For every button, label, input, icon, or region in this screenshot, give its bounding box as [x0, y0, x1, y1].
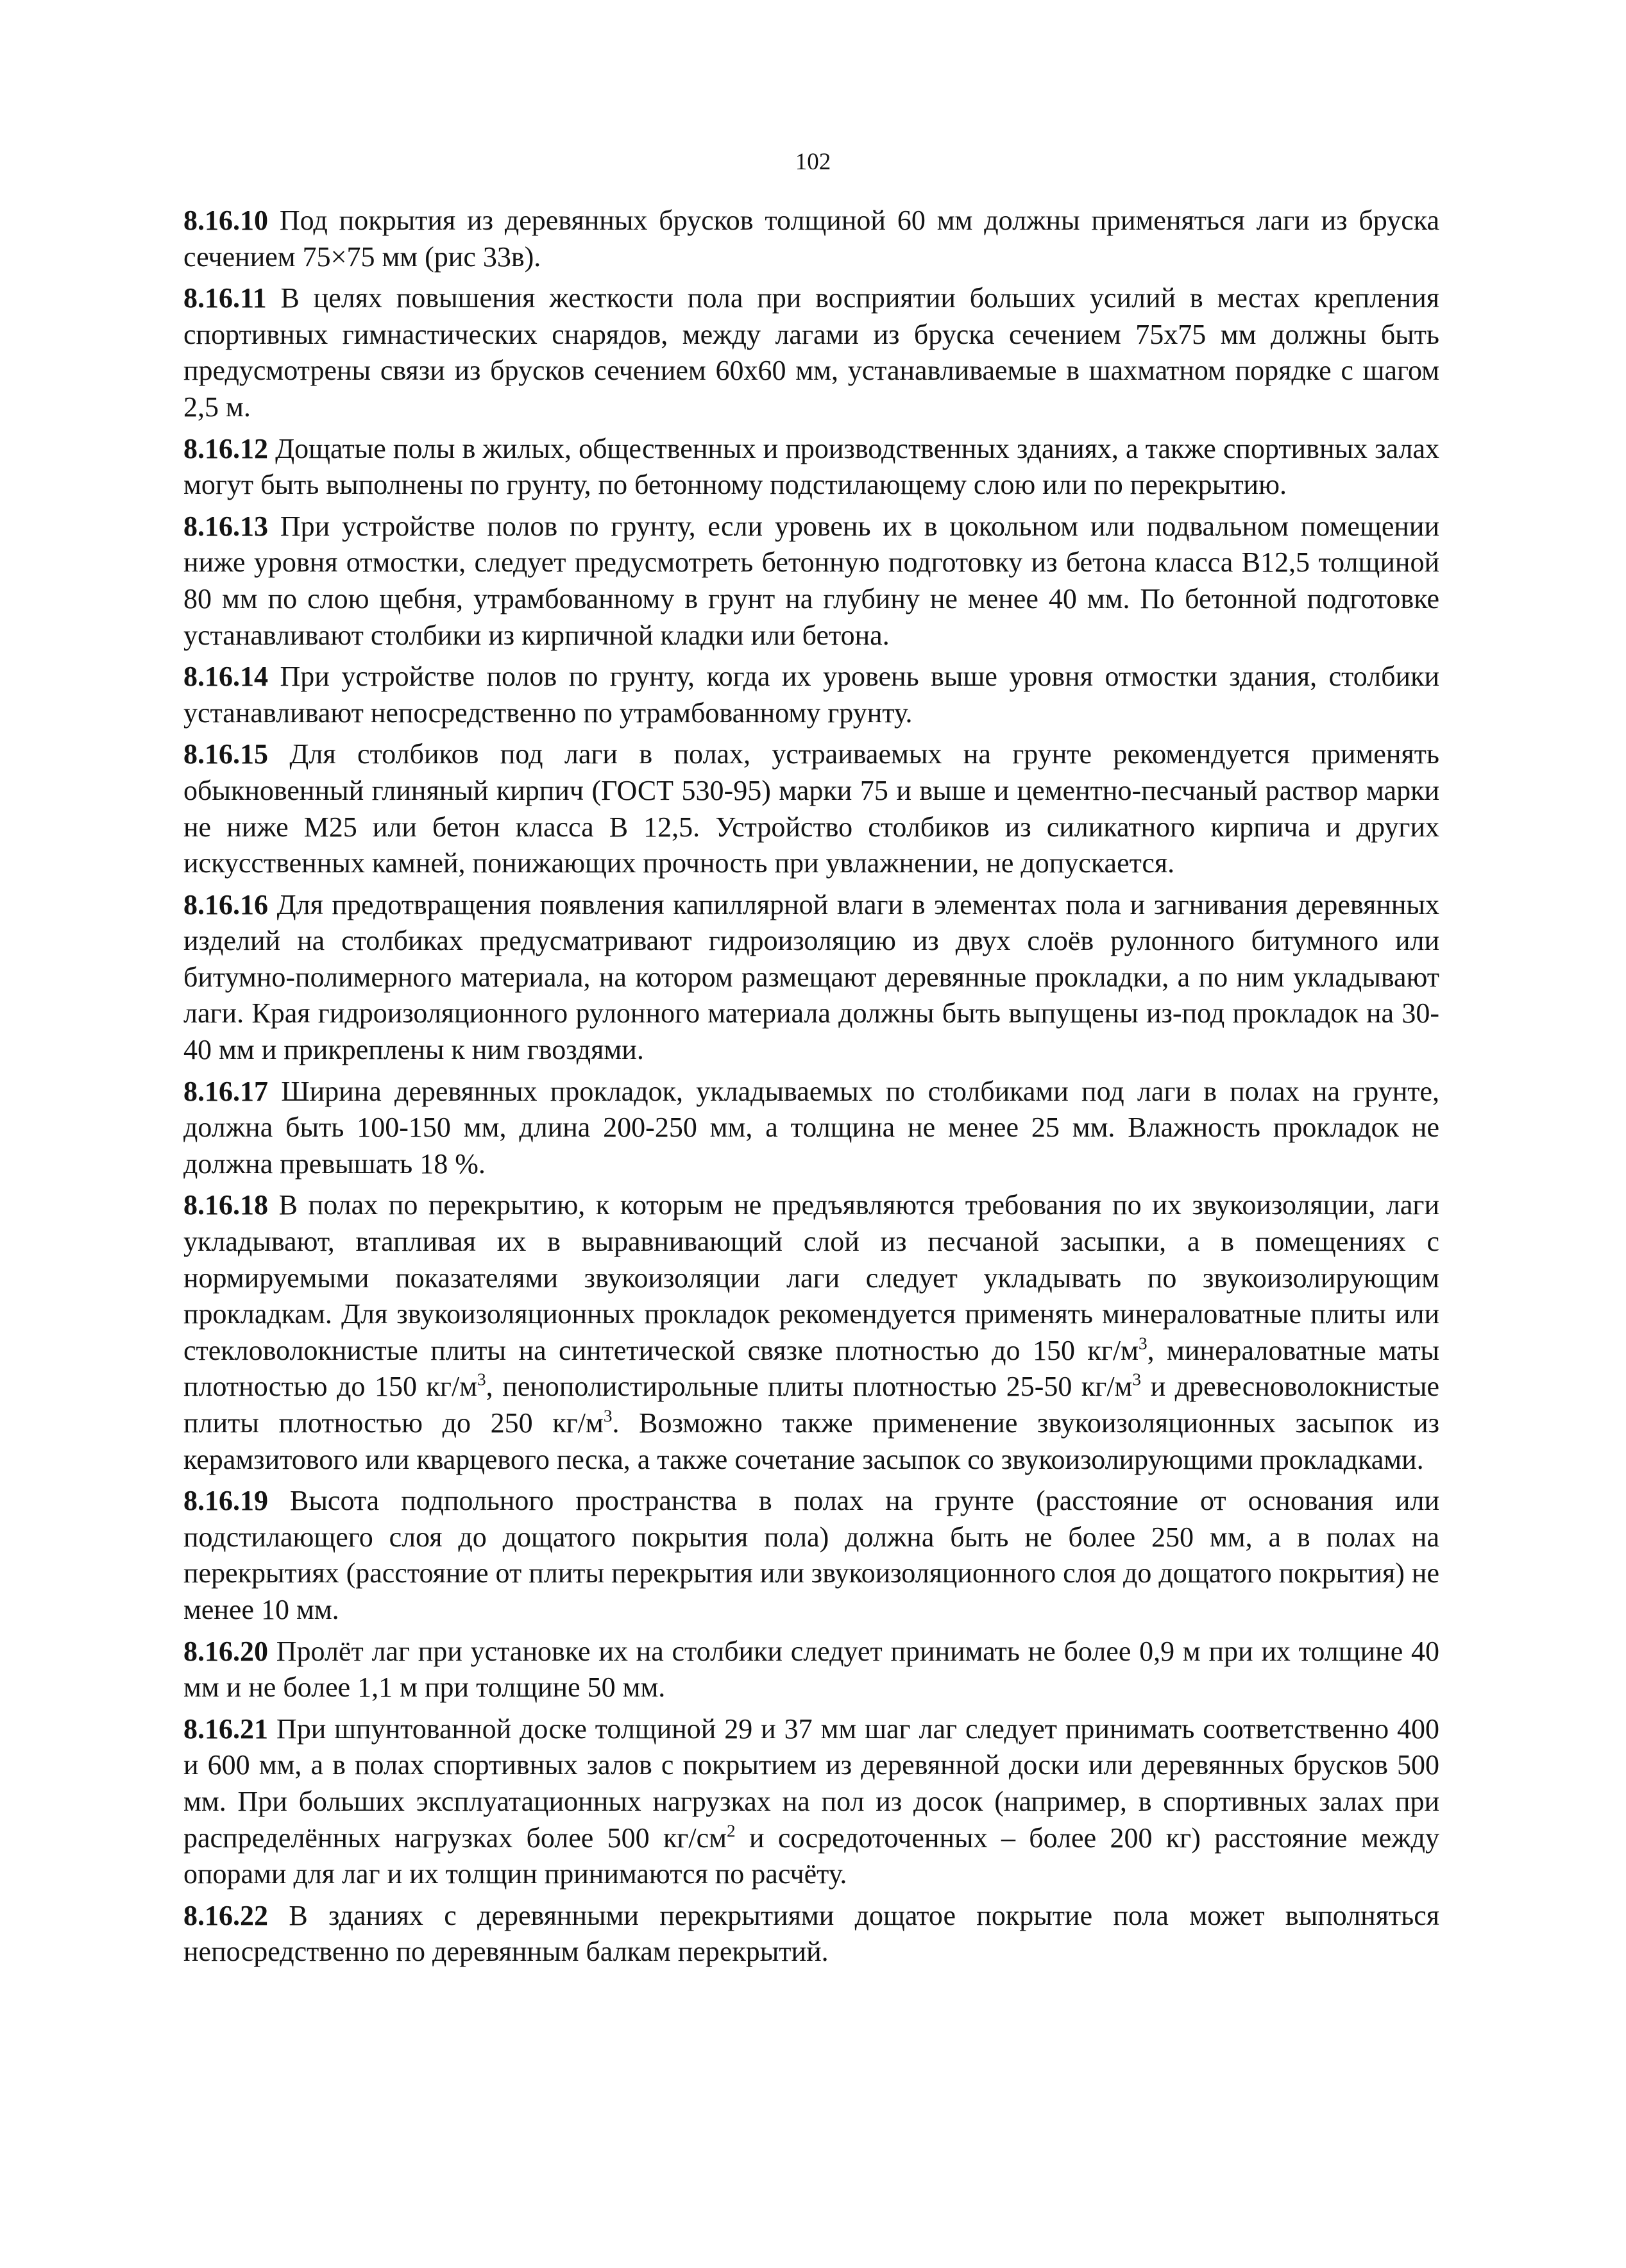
paragraph: [183, 1711, 1439, 1893]
paragraph-text: , минераловатные маты плотностью до 150 кг/м: [183, 1334, 1439, 1403]
paragraph-number: 8.16.14: [183, 661, 268, 693]
paragraph: [183, 1187, 1439, 1478]
paragraph-number: 8.16.10: [183, 205, 268, 236]
paragraph-text: Для столбиков под лаги в полах, устраиваемых на грунте рекомендуется применять обыкновенный глиняный кирпич (ГОСТ 530-95) марки 75 и выше и цементно-песчаный раствор марки не ниже М25 или бетон класса В 12,5. Устройство столбиков из силикатного кирпича и других искусственных камней, понижающих прочность при увлажнении, не допускается.: [183, 738, 1439, 879]
paragraph: [183, 736, 1439, 881]
paragraph: [183, 659, 1439, 731]
paragraph-text: и сосредоточенных – более 200 кг) расстояние между опорами для лаг и их толщин принимаются по расчёту.: [183, 1822, 1439, 1890]
superscript: 3: [1132, 1370, 1142, 1390]
paragraph-number: 8.16.11: [183, 282, 267, 314]
paragraph-text: . Возможно также применение звукоизоляционных засыпок из керамзитового или кварцевого песка, а также сочетание засыпок со звукоизолирующими прокладками.: [183, 1407, 1440, 1475]
paragraph-number: 8.16.20: [183, 1635, 268, 1667]
paragraph-text: Пролёт лаг при установке их на столбики следует принимать не более 0,9 м при их толщине 40 мм и не более 1,1 м при толщине 50 мм.: [183, 1635, 1439, 1704]
paragraph-text: В полах по перекрытию, к которым не предъявляются требования по их звукоизоляции, лаги укладывают, втапливая их в выравнивающий слой из песчаной засыпки, а в помещениях с нормируемыми показателями звукоизоляции лаги следует укладывать по звукоизолирующим прокладкам. Для звукоизоляционных прокладок рекомендуется применять минераловатные плиты или стекловолокнистые плиты на синтетической связке плотностью до 150 кг/м: [183, 1189, 1439, 1366]
paragraph-text: В зданиях с деревянными перекрытиями дощатое покрытие пола может выполняться непосредственно по деревянным балкам перекрытий.: [183, 1899, 1439, 1968]
paragraph-text: , пенополистирольные плиты плотностью 25-50 кг/м: [486, 1371, 1133, 1403]
paragraph: [183, 203, 1439, 275]
paragraph-number: 8.16.18: [183, 1189, 268, 1221]
paragraph: [183, 280, 1439, 425]
superscript: 2: [727, 1821, 736, 1841]
superscript: 3: [603, 1406, 613, 1426]
paragraph-text: При устройстве полов по грунту, если уровень их в цокольном или подвальном помещении ниже уровня отмостки, следует предусмотреть бетонную подготовку из бетона класса В12,5 толщиной 80 мм по слою щебня, утрамбованному в грунт на глубину не менее 40 мм. По бетонной подготовке устанавливают столбики из кирпичной кладки или бетона.: [183, 510, 1439, 651]
paragraph-text: При устройстве полов по грунту, когда их уровень выше уровня отмостки здания, столбики устанавливают непосредственно по утрамбованному грунту.: [183, 661, 1439, 729]
paragraph-text: Высота подпольного пространства в полах на грунте (расстояние от основания или подстилающего слоя до дощатого покрытия пола) должна быть не более 250 мм, а в полах на перекрытиях (расстояние от плиты перекрытия или звукоизоляционного слоя до дощатого покрытия) не менее 10 мм.: [183, 1485, 1439, 1625]
paragraph-number: 8.16.13: [183, 510, 268, 542]
paragraph-number: 8.16.15: [183, 738, 268, 770]
paragraph-text: Для предотвращения появления капиллярной влаги в элементах пола и загнивания деревянных изделий на столбиках предусматривают гидроизоляцию из двух слоёв рулонного битумного или битумно-полимерного материала, на котором размещают деревянные прокладки, а по ним укладывают лаги. Края гидроизоляционного рулонного материала должны быть выпущены из-под прокладок на 30-40 мм и прикреплены к ним гвоздями.: [183, 888, 1439, 1066]
paragraph-text: Дощатые полы в жилых, общественных и производственных зданиях, а также спортивных залах могут быть выполнены по грунту, по бетонному подстилающему слою или по перекрытию.: [183, 432, 1439, 501]
paragraph: [183, 1634, 1439, 1706]
paragraph-text: Под покрытия из деревянных брусков толщиной 60 мм должны применяться лаги из бруска сечением 75×75 мм (рис 33в).: [183, 205, 1439, 273]
paragraph: [183, 509, 1439, 654]
paragraph-text: При шпунтованной доске толщиной 29 и 37 мм шаг лаг следует принимать соответственно 400 и 600 мм, а в полах спортивных залов с покрытием из деревянной доски или деревянных брусков 500 мм. При больших эксплуатационных нагрузках на пол из досок (например, в спортивных залах при распределённых нагрузках более 500 кг/см: [183, 1713, 1439, 1854]
paragraph-text: В целях повышения жесткости пола при восприятии больших усилий в местах крепления спортивных гимнастических снарядов, между лагами из бруска сечением 75х75 мм должны быть предусмотрены связи из брусков сечением 60х60 мм, устанавливаемые в шахматном порядке с шагом 2,5 м.: [183, 282, 1439, 423]
paragraph-number: 8.16.19: [183, 1485, 268, 1517]
paragraph-number: 8.16.17: [183, 1075, 268, 1107]
paragraph: [183, 887, 1439, 1069]
paragraph-number: 8.16.12: [183, 432, 268, 464]
page-number: 102: [795, 149, 831, 175]
paragraph-text: Ширина деревянных прокладок, укладываемых по столбиками под лаги в полах на грунте, должна быть 100-150 мм, длина 200-250 мм, а толщина не менее 25 мм. Влажность прокладок не должна превышать 18 %.: [183, 1075, 1439, 1180]
text-body: [183, 203, 1439, 1976]
paragraph-number: 8.16.16: [183, 888, 268, 920]
paragraph: [183, 1898, 1439, 1970]
superscript: 3: [477, 1370, 486, 1390]
paragraph: [183, 431, 1439, 504]
superscript: 3: [1138, 1333, 1148, 1353]
paragraph-number: 8.16.21: [183, 1713, 268, 1745]
paragraph: [183, 1074, 1439, 1183]
paragraph: [183, 1483, 1439, 1628]
paragraph-text: и древесноволокнистые плиты плотностью до 250 кг/м: [183, 1371, 1439, 1439]
paragraph-number: 8.16.22: [183, 1899, 268, 1931]
